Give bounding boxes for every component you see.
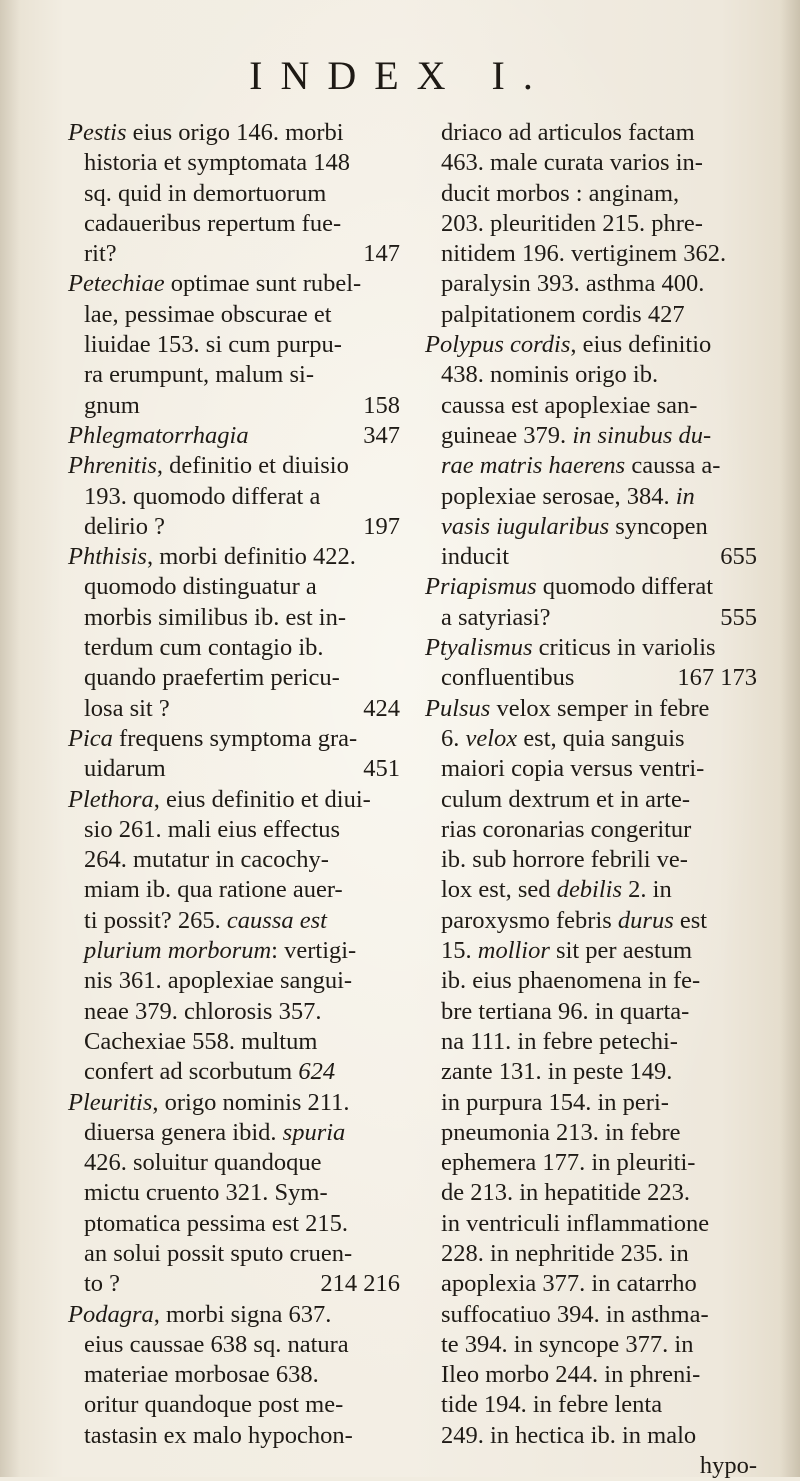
italic-term: durus [617, 906, 674, 934]
line-text: materiae morbosae 638. [84, 1361, 319, 1389]
index-text-line [425, 815, 757, 845]
index-text-line [425, 269, 757, 299]
italic-term: Phrenitis [68, 452, 157, 480]
line-text: an solui possit sputo cruen- [84, 1239, 353, 1267]
index-text-line [68, 754, 400, 784]
line-text: inducit [441, 543, 510, 571]
page-reference: 158 [363, 391, 400, 419]
index-text-line [68, 330, 400, 360]
index-text-line [68, 1269, 400, 1299]
text-run: paroxysmo febris [441, 906, 618, 934]
index-entry-line [68, 421, 400, 451]
italic-term: vasis iugularibus [441, 512, 610, 540]
line-text: historia et symptomata 148 [84, 149, 351, 177]
index-text-line [425, 451, 757, 481]
line-text: gnum [84, 391, 140, 419]
index-text-line [425, 845, 757, 875]
text-run: confert ad scorbutum [84, 1058, 299, 1086]
line-text [441, 452, 720, 479]
index-text-line [68, 1209, 400, 1239]
index-entry-line [68, 785, 400, 815]
index-text-line [425, 421, 757, 451]
line-text: tide 194. in febre lenta [441, 1391, 663, 1419]
line-text: 249. in hectica ib. in malo [441, 1421, 697, 1449]
index-text-line [68, 360, 400, 390]
index-text-line [425, 300, 757, 330]
text-run: caussa a- [625, 452, 721, 480]
line-text: driaco ad articulos factam [441, 119, 695, 146]
page-reference: 655 [720, 543, 757, 571]
index-text-line [68, 300, 400, 330]
line-text: sio 261. mali eius effectus [84, 815, 341, 843]
line-text: eius caussae 638 sq. natura [84, 1330, 349, 1358]
index-text-line [425, 875, 757, 905]
index-text-line [68, 633, 400, 663]
index-text-line [425, 118, 757, 148]
index-text-line [68, 845, 400, 875]
line-text: maiori copia versus ventri- [441, 755, 705, 783]
index-text-line [425, 785, 757, 815]
line-text: ra erumpunt, malum si- [84, 361, 314, 389]
index-text-line [68, 663, 400, 693]
italic-term: plurium morborum [84, 937, 272, 965]
line-text: culum dextrum et in arte- [441, 785, 690, 813]
index-text-line [68, 815, 400, 845]
text-run: : vertigi- [271, 937, 357, 965]
line-text: terdum cum contagio ib. [84, 634, 324, 662]
index-text-line [425, 391, 757, 421]
line-text: 438. nominis origo ib. [441, 361, 659, 389]
line-text [84, 937, 356, 964]
line-text [84, 1058, 335, 1085]
text-run: 6. [441, 724, 466, 752]
text-run: , eius definitio et diui- [153, 785, 371, 813]
text-run: poplexiae serosae, 384. [441, 482, 676, 510]
index-column-right [425, 118, 757, 1481]
line-text: a satyriasi? [441, 603, 551, 631]
italic-term: mollior [477, 937, 550, 965]
page-reference: 451 [363, 755, 400, 783]
text-run: optimae sunt rubel- [164, 270, 362, 298]
index-column-left [68, 118, 400, 1451]
index-text-line [68, 148, 400, 178]
page-fold-shadow-right [780, 0, 800, 1477]
index-entry-line [425, 330, 757, 360]
index-text-line [68, 1148, 400, 1178]
index-text-line [68, 1239, 400, 1269]
index-text-line [425, 936, 757, 966]
index-text-line [68, 239, 400, 269]
line-text: rit? [84, 240, 117, 268]
italic-term: Priapismus [425, 573, 537, 601]
line-text: 203. pleuritiden 215. phre- [441, 209, 703, 237]
index-entry-line [68, 118, 400, 148]
text-run: 15. [441, 937, 478, 965]
italic-term: velox [465, 724, 518, 752]
line-text: ducit morbos : anginam, [441, 179, 680, 207]
line-text [441, 876, 672, 903]
index-text-line [68, 1027, 400, 1057]
line-text: to ? [84, 1270, 121, 1298]
line-text [84, 1119, 345, 1146]
line-text [68, 270, 361, 297]
line-text: 426. soluitur quandoque [84, 1149, 322, 1177]
page-reference: 424 [363, 694, 400, 722]
italic-term: rae matris haerens [441, 452, 626, 480]
italic-term: Pulsus [425, 694, 491, 722]
index-text-line [425, 360, 757, 390]
line-text: pneumonia 213. in febre [441, 1118, 681, 1146]
text-run: velox semper in febre [490, 694, 710, 722]
index-text-line [425, 603, 757, 633]
italic-term: caussa est [226, 906, 327, 934]
text-run: syncopen [609, 512, 708, 540]
line-text: suffocatiuo 394. in asthma- [441, 1300, 709, 1328]
line-text [68, 452, 349, 479]
line-text: zante 131. in peste 149. [441, 1058, 673, 1086]
text-run: , origo nominis 211. [152, 1088, 350, 1116]
italic-term: Ptyalismus [425, 634, 533, 662]
text-run: criticus in variolis [532, 634, 716, 662]
line-text [68, 421, 249, 451]
index-text-line [68, 603, 400, 633]
line-text [68, 786, 371, 813]
index-text-line [68, 1118, 400, 1148]
text-run: , eius definitio [570, 331, 712, 359]
index-text-line [425, 542, 757, 572]
line-text [68, 725, 357, 752]
line-text [84, 907, 327, 934]
line-text: apoplexia 377. in catarrho [441, 1270, 697, 1298]
index-text-line [425, 512, 757, 542]
line-text [441, 422, 711, 449]
line-text: paralysin 393. asthma 400. [441, 270, 705, 298]
index-text-line [425, 1148, 757, 1178]
page-reference: 197 [363, 512, 400, 540]
index-text-line [68, 906, 400, 936]
line-text: palpitationem cordis 427 [441, 300, 685, 328]
line-text: neae 379. chlorosis 357. [84, 997, 322, 1025]
italic-term: debilis [556, 876, 623, 904]
line-text [441, 483, 695, 510]
index-entry-line [68, 269, 400, 299]
text-run: frequens symptoma gra- [112, 724, 358, 752]
text-run: , morbi signa 637. [153, 1300, 332, 1328]
line-text: lae, pessimae obscurae et [84, 300, 332, 328]
index-text-line [68, 997, 400, 1027]
index-text-line [425, 1300, 757, 1330]
index-text-line [425, 148, 757, 178]
index-text-line [425, 754, 757, 784]
line-text: ephemera 177. in pleuriti- [441, 1149, 696, 1177]
index-text-line [68, 1178, 400, 1208]
line-text: uidarum [84, 755, 166, 783]
line-text: confluentibus [441, 664, 575, 692]
line-text: te 394. in syncope 377. in [441, 1330, 694, 1358]
line-text [68, 119, 344, 146]
line-text: ib. eius phaenomena in fe- [441, 967, 701, 995]
index-text-line [68, 966, 400, 996]
index-text-line [68, 936, 400, 966]
index-entry-line [68, 724, 400, 754]
index-text-line [425, 1057, 757, 1087]
line-text [68, 1089, 350, 1116]
italic-term: 624 [298, 1058, 336, 1086]
line-text: na 111. in febre petechi- [441, 1027, 678, 1055]
line-text [425, 695, 709, 722]
line-text: 463. male curata varios in- [441, 149, 703, 177]
index-text-line [68, 572, 400, 602]
line-text: rias coronarias congeritur [441, 815, 692, 843]
italic-term: Plethora [68, 785, 154, 813]
italic-term: in sinubus du- [572, 421, 712, 449]
index-text-line [425, 1239, 757, 1269]
text-run: est [673, 906, 708, 934]
index-text-line [425, 482, 757, 512]
index-text-line [68, 1360, 400, 1390]
index-text-line [425, 906, 757, 936]
index-text-line [425, 997, 757, 1027]
line-text [68, 543, 356, 570]
page-header: INDEX I. [249, 53, 551, 98]
index-text-line [425, 1421, 757, 1451]
index-text-line [425, 239, 757, 269]
line-text [425, 331, 711, 358]
text-run: lox est, sed [441, 876, 557, 904]
line-text: ptomatica pessima est 215. [84, 1209, 348, 1237]
page-reference: 347 [363, 421, 400, 449]
index-text-line [425, 663, 757, 693]
line-text: tastasin ex malo hypochon- [84, 1421, 353, 1449]
line-text: oritur quandoque post me- [84, 1391, 344, 1419]
line-text: quomodo distinguatur a [84, 573, 317, 601]
index-text-line [68, 875, 400, 905]
line-text: cadaueribus repertum fue- [84, 209, 342, 237]
index-entry-line [425, 572, 757, 602]
line-text: caussa est apoplexiae san- [441, 391, 698, 419]
index-text-line [425, 1178, 757, 1208]
index-text-line [425, 1269, 757, 1299]
line-text [441, 513, 708, 540]
index-text-line [425, 1390, 757, 1420]
line-text: bre tertiana 96. in quarta- [441, 997, 690, 1025]
text-run: quomodo differat [536, 573, 714, 601]
line-text: losa sit ? [84, 694, 170, 722]
index-text-line [68, 179, 400, 209]
text-run: guineae 379. [441, 421, 573, 449]
italic-term: Petechiae [68, 270, 165, 298]
index-text-line [425, 1118, 757, 1148]
line-text: 228. in nephritide 235. in [441, 1239, 689, 1267]
line-text: delirio ? [84, 512, 165, 540]
line-text [441, 907, 707, 934]
line-text: 193. quomodo differat a [84, 482, 321, 510]
line-text [441, 725, 685, 752]
index-text-line [68, 694, 400, 724]
index-text-line [425, 1027, 757, 1057]
index-text-line [425, 179, 757, 209]
page-reference: 167 173 [677, 664, 757, 692]
italic-term: Pica [68, 724, 113, 752]
index-text-line [68, 1057, 400, 1087]
page-fold-shadow-left [0, 0, 20, 1477]
line-text: de 213. in hepatitide 223. [441, 1179, 691, 1207]
text-run: 2. in [622, 876, 672, 904]
italic-term: Pleuritis [68, 1088, 153, 1116]
index-text-line [68, 482, 400, 512]
index-entry-line [425, 633, 757, 663]
line-text: in purpura 154. in peri- [441, 1088, 669, 1116]
line-text: ib. sub horrore febrili ve- [441, 846, 688, 874]
line-text: hypo- [699, 1452, 757, 1480]
italic-term: Phlegmatorrhagia [68, 421, 249, 449]
index-entry-line [68, 451, 400, 481]
index-text-line [68, 1330, 400, 1360]
index-entry-line [68, 542, 400, 572]
index-text-line [425, 1330, 757, 1360]
index-text-line [425, 209, 757, 239]
index-text-line [68, 209, 400, 239]
line-text: 264. mutatur in cacochy- [84, 846, 329, 874]
line-text: mictu cruento 321. Sym- [84, 1179, 328, 1207]
text-run: ti possit? 265. [84, 906, 227, 934]
index-text-line [425, 1088, 757, 1118]
index-entry-line [68, 1300, 400, 1330]
line-text: in ventriculi inflammatione [441, 1209, 710, 1237]
text-run: , morbi definitio 422. [146, 543, 356, 571]
index-text-line [425, 1209, 757, 1239]
index-text-line [68, 391, 400, 421]
line-text [68, 1301, 331, 1328]
line-text: morbis similibus ib. est in- [84, 603, 347, 631]
index-text-line [68, 512, 400, 542]
text-run: diuersa genera ibid. [84, 1118, 283, 1146]
page-reference: 147 [363, 240, 400, 268]
line-text: miam ib. qua ratione auer- [84, 876, 343, 904]
italic-term: in [675, 482, 695, 510]
text-run: eius origo 146. morbi [126, 119, 344, 146]
line-text: Cachexiae 558. multum [84, 1027, 318, 1055]
index-text-line [425, 966, 757, 996]
line-text [425, 573, 713, 600]
italic-term: Podagra [68, 1300, 154, 1328]
italic-term: Polypus cordis [425, 331, 571, 359]
italic-term: Phthisis [68, 543, 147, 571]
line-text [441, 937, 692, 964]
line-text: liuidae 153. si cum purpu- [84, 331, 342, 359]
line-text: nis 361. apoplexiae sangui- [84, 967, 353, 995]
index-text-line [68, 1421, 400, 1451]
italic-term: Pestis [68, 119, 127, 146]
line-text: quando praefertim pericu- [84, 664, 340, 692]
text-run: est, quia sanguis [517, 724, 685, 752]
line-text: Ileo morbo 244. in phreni- [441, 1361, 701, 1389]
line-text: nitidem 196. vertiginem 362. [441, 240, 727, 268]
index-text-line [425, 724, 757, 754]
text-run: sit per aestum [549, 937, 693, 965]
index-text-line [425, 1360, 757, 1390]
line-text: sq. quid in demortuorum [84, 179, 327, 207]
index-entry-line [425, 694, 757, 724]
page-reference: 555 [720, 603, 757, 631]
line-text [425, 634, 716, 661]
index-entry-line [68, 1088, 400, 1118]
index-text-line [68, 1390, 400, 1420]
page-reference: 214 216 [320, 1270, 400, 1298]
italic-term: spuria [282, 1118, 346, 1146]
text-run: , definitio et diuisio [156, 452, 349, 480]
